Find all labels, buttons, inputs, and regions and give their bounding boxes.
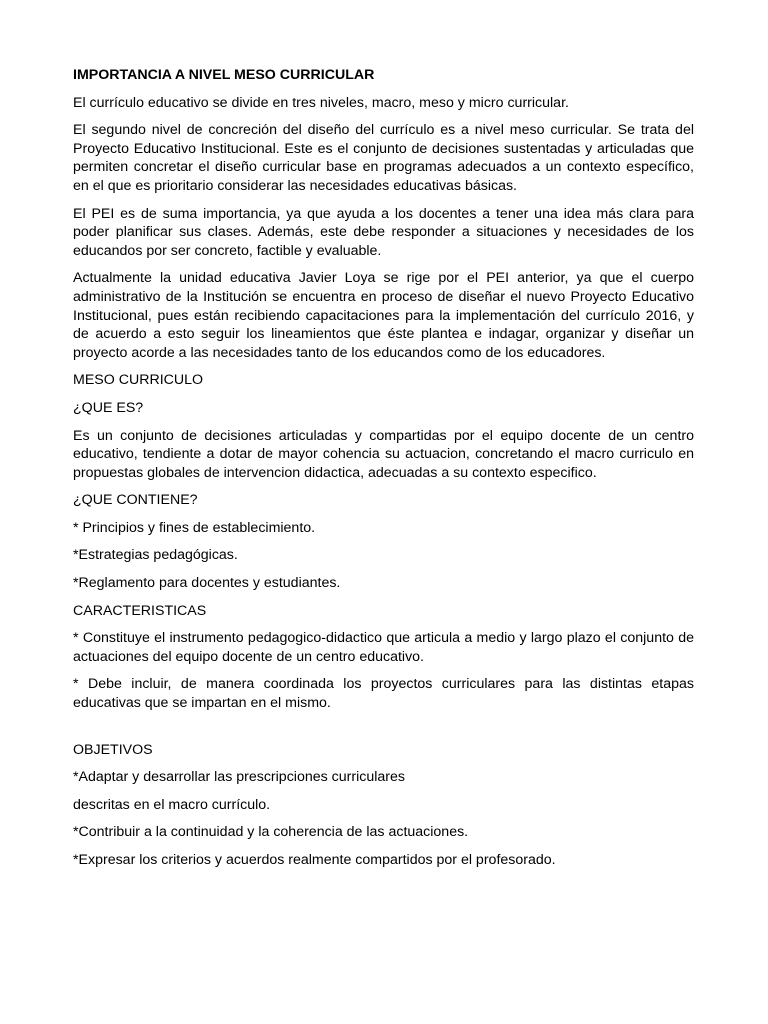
- contiene-item: *Reglamento para docentes y estudiantes.: [73, 575, 341, 592]
- caracteristica-item: * Constituye el instrumento pedagogico-didactico que articula a medio y largo plazo el conjunto de actuaciones del equipo docente de un centro educativo.: [73, 630, 694, 665]
- objetivos-heading: OBJETIVOS: [73, 741, 153, 758]
- document-page: [73, 66, 694, 879]
- contiene-item: *Estrategias pedagógicas.: [73, 547, 238, 564]
- blank-line: [73, 722, 694, 741]
- paragraph-meso-level: El segundo nivel de concreción del diseño del currículo es a nivel meso curricular. Se trata del Proyecto Educativo Institucional. Este es el conjunto de decisiones sustentadas y articuladas que permiten concretar el diseño curricular base en programas adecuados a un contexto específico, en el que es prioritario considerar las necesidades educativas básicas.: [73, 122, 694, 194]
- que-es-paragraph: Es un conjunto de decisiones articuladas y compartidas por el equipo docente de un centro educativo, tendiente a dotar de mayor cohencia su actuacion, concretando el macro curriculo en propuestas globales de intervencion didactica, adecuadas a su contexto especifico.: [73, 427, 694, 481]
- objetivo-item: descritas en el macro currículo.: [73, 796, 271, 813]
- paragraph-javier-loya: Actualmente la unidad educativa Javier Loya se rige por el PEI anterior, ya que el cuerpo administrativo de la Institución se encuentra en proceso de diseñar el nuevo Proyecto Educativo Institucional, pues están recibiendo capacitaciones para la implementación del currículo 2016, y de acuerdo a esto seguir los lineamientos que éste plantea e indagar, organizar y diseñar un proyecto acorde a las necesidades tanto de los educandos como de los educadores.: [73, 270, 694, 361]
- objetivo-item: *Expresar los criterios y acuerdos realmente compartidos por el profesorado.: [73, 852, 556, 868]
- que-contiene-heading: ¿QUE CONTIENE?: [73, 492, 198, 509]
- objetivo-item: *Contribuir a la continuidad y la coherencia de las actuaciones.: [73, 824, 469, 841]
- document-title: IMPORTANCIA A NIVEL MESO CURRICULAR: [73, 67, 375, 83]
- meso-curriculo-heading: MESO CURRICULO: [73, 372, 204, 389]
- caracteristica-item: * Debe incluir, de manera coordinada los proyectos curriculares para las distintas etapas educativas que se impartan en el mismo.: [73, 676, 694, 712]
- paragraph-pei-importance: El PEI es de suma importancia, ya que ayuda a los docentes a tener una idea más clara para poder planificar sus clases. Además, este debe responder a situaciones y necesidades de los educandos por ser concreto, factible y evaluable.: [73, 205, 694, 259]
- caracteristicas-heading: CARACTERISTICAS: [73, 602, 207, 619]
- contiene-item: * Principios y fines de establecimiento.: [73, 519, 316, 536]
- que-es-heading: ¿QUE ES?: [73, 399, 144, 416]
- intro-paragraph: El currículo educativo se divide en tres niveles, macro, meso y micro curricular.: [73, 94, 569, 111]
- objetivo-item: *Adaptar y desarrollar las prescripciones curriculares: [73, 769, 405, 786]
